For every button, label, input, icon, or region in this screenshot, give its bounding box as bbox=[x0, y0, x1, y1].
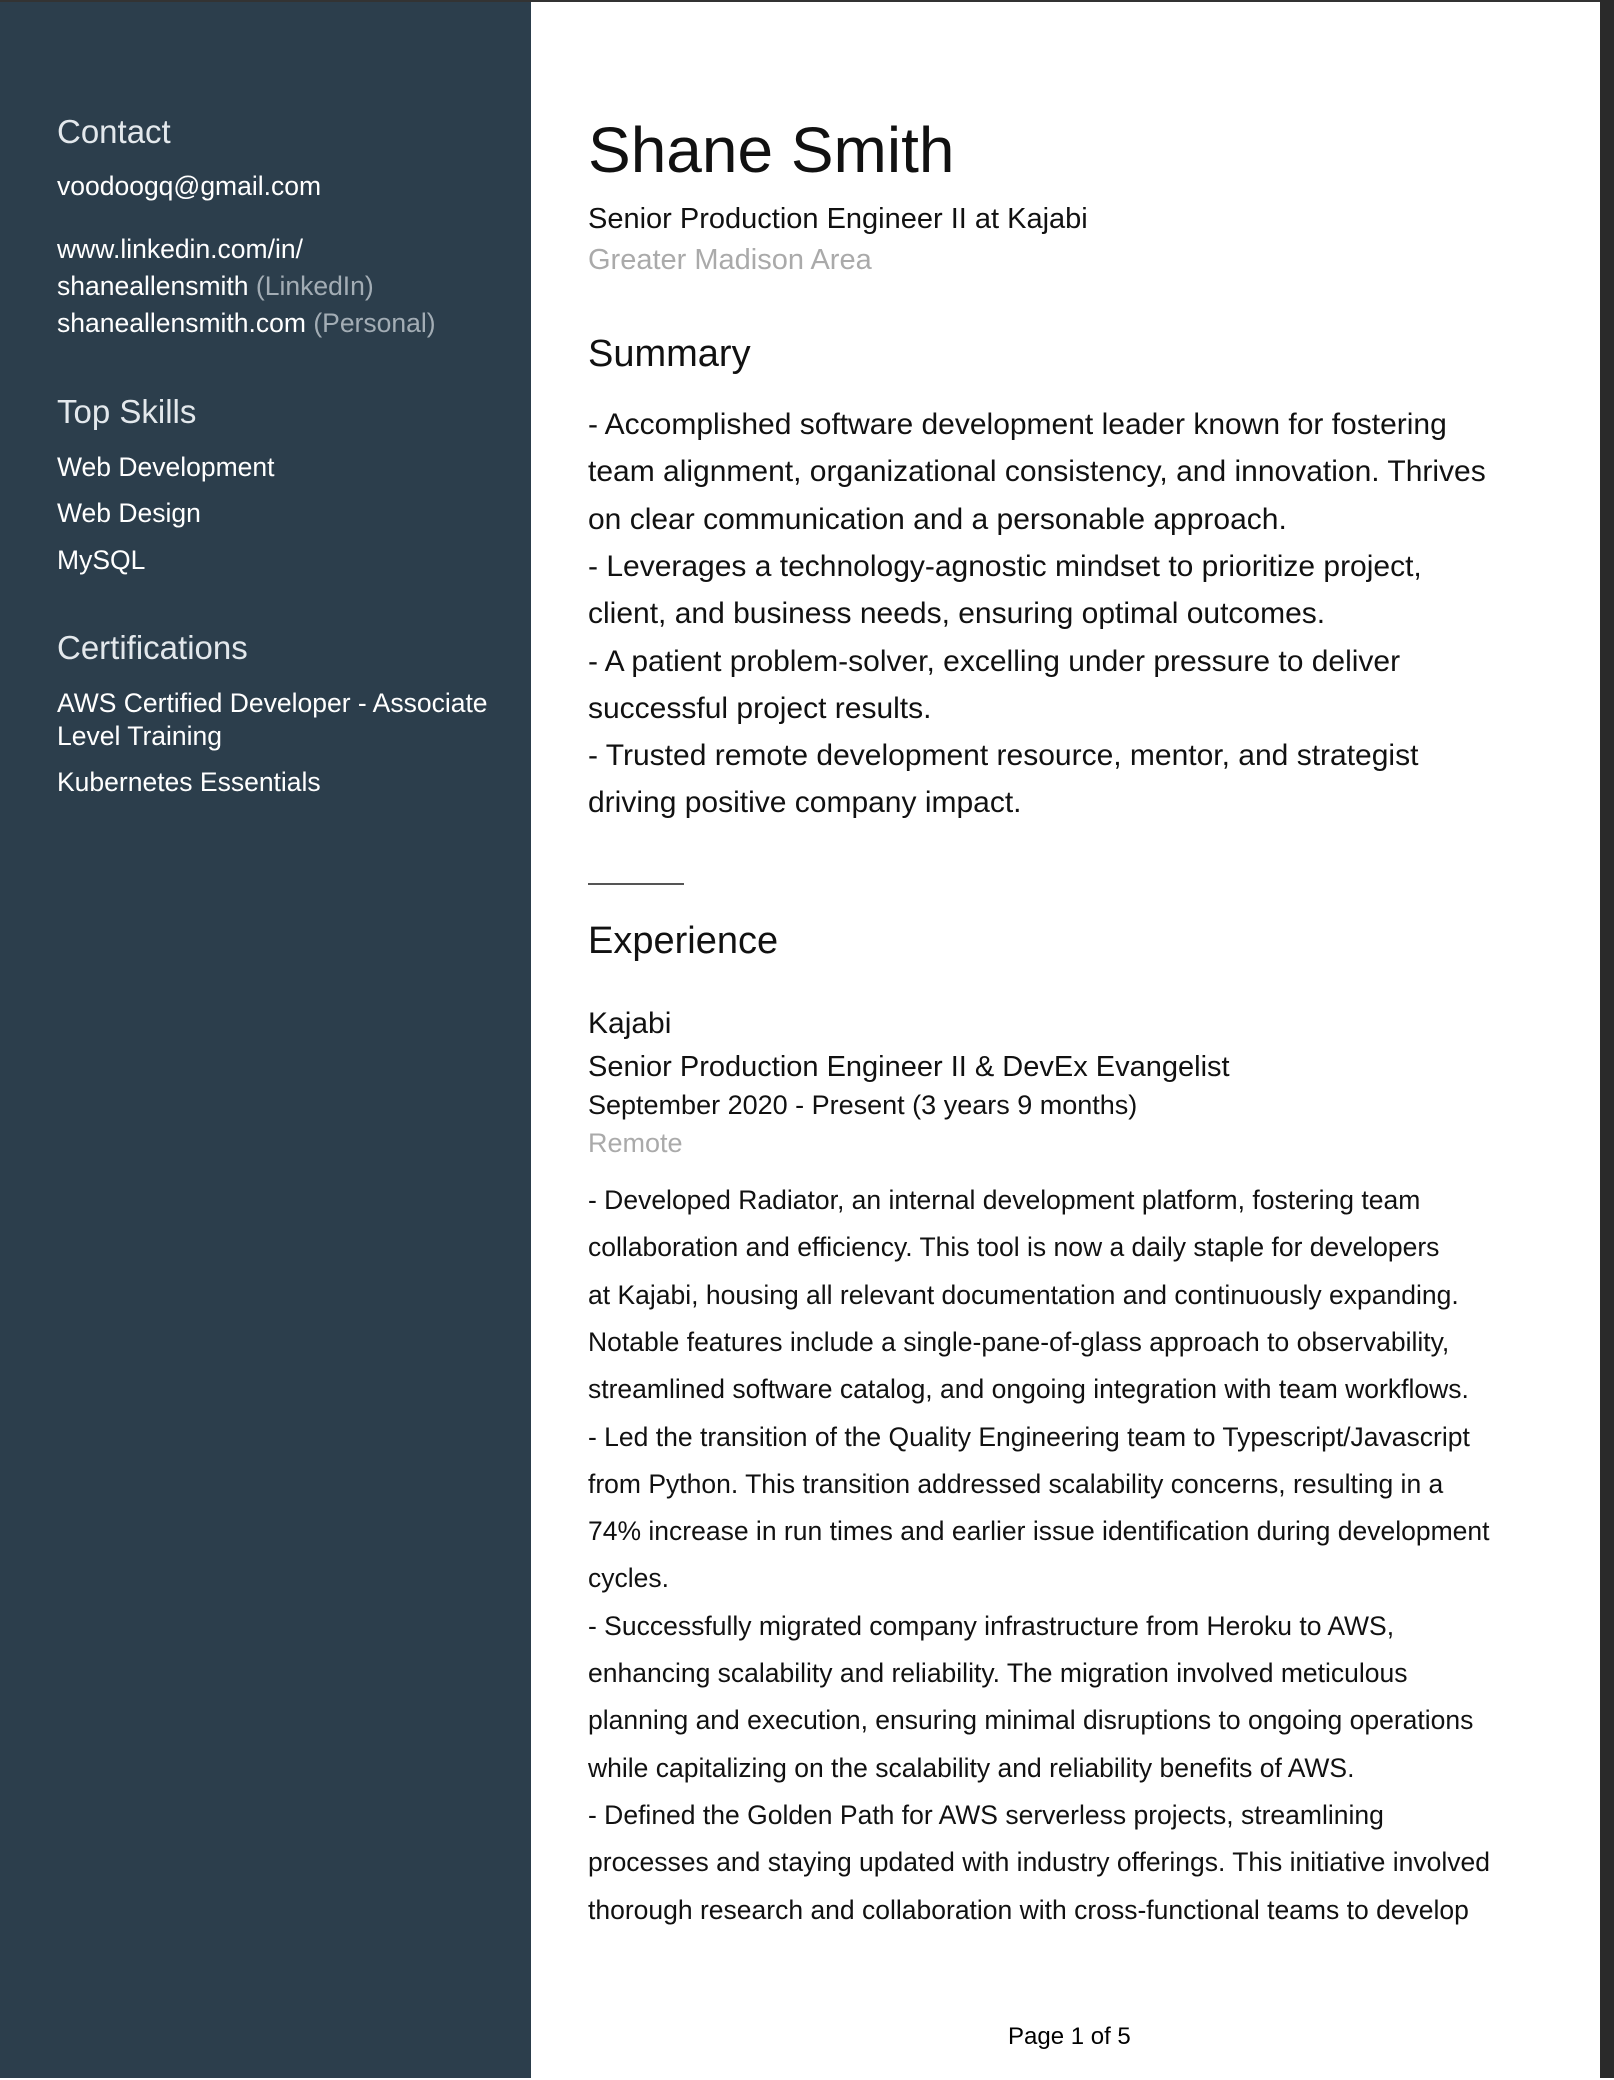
section-divider bbox=[588, 883, 684, 885]
website-url[interactable]: shaneallensmith.com bbox=[57, 308, 306, 338]
job-description-line: streamlined software catalog, and ongoing integration with team workflows. bbox=[588, 1374, 1469, 1405]
skill-item: Web Design bbox=[57, 498, 201, 528]
summary-line: on clear communication and a personable approach. bbox=[588, 502, 1287, 536]
certification-item: AWS Certified Developer - Associate bbox=[57, 688, 488, 718]
website-label: (Personal) bbox=[313, 308, 436, 338]
experience-heading: Experience bbox=[588, 920, 779, 962]
job-description-line: enhancing scalability and reliability. The migration involved meticulous bbox=[588, 1658, 1408, 1688]
linkedin-url-line2[interactable] bbox=[57, 268, 374, 304]
sidebar bbox=[0, 2, 531, 2078]
job-description-line: thorough research and collaboration with cross-functional teams to develop bbox=[588, 1894, 1469, 1925]
linkedin-url-line1[interactable]: www.linkedin.com/in/ bbox=[57, 234, 303, 264]
job-description-line: at Kajabi, housing all relevant documentation and continuously expanding. bbox=[588, 1279, 1459, 1310]
page-edge bbox=[1600, 0, 1614, 2078]
summary-line: - Trusted remote development resource, mentor, and strategist bbox=[588, 739, 1419, 773]
job-description-line: processes and staying updated with industry offerings. This initiative involved bbox=[588, 1847, 1490, 1878]
location: Greater Madison Area bbox=[588, 244, 872, 276]
contact-email[interactable]: voodoogq@gmail.com bbox=[57, 171, 322, 201]
certification-item: Kubernetes Essentials bbox=[57, 767, 321, 797]
job-description-line: collaboration and efficiency. This tool is now a daily staple for developers bbox=[588, 1232, 1440, 1263]
summary-line: client, and business needs, ensuring optimal outcomes. bbox=[588, 597, 1326, 631]
linkedin-label: (LinkedIn) bbox=[255, 271, 374, 301]
page-number: Page 1 of 5 bbox=[1008, 2023, 1131, 2050]
job-title: Senior Production Engineer II & DevEx Evangelist bbox=[588, 1051, 1230, 1083]
job-description-line: - Successfully migrated company infrastructure from Heroku to AWS, bbox=[588, 1610, 1395, 1641]
linkedin-handle[interactable]: shaneallensmith bbox=[57, 271, 249, 301]
job-description-line: from Python. This transition addressed scalability concerns, resulting in a bbox=[588, 1468, 1444, 1499]
summary-line: driving positive company impact. bbox=[588, 786, 1022, 820]
certifications-heading: Certifications bbox=[57, 629, 248, 666]
job-description-line: while capitalizing on the scalability and reliability benefits of AWS. bbox=[588, 1752, 1355, 1783]
job-company: Kajabi bbox=[588, 1007, 672, 1040]
candidate-name: Shane Smith bbox=[588, 114, 955, 186]
summary-line: - A patient problem-solver, excelling under pressure to deliver bbox=[588, 644, 1401, 678]
certification-item: Level Training bbox=[57, 721, 222, 751]
job-description-line: planning and execution, ensuring minimal disruptions to ongoing operations bbox=[588, 1705, 1474, 1736]
summary-line: successful project results. bbox=[588, 691, 932, 725]
job-location: Remote bbox=[588, 1128, 683, 1158]
website-link[interactable] bbox=[57, 305, 436, 341]
skills-heading: Top Skills bbox=[57, 393, 197, 430]
job-description-line: - Defined the Golden Path for AWS serverless projects, streamlining bbox=[588, 1799, 1384, 1830]
summary-heading: Summary bbox=[588, 333, 751, 375]
job-description-line: cycles. bbox=[588, 1563, 669, 1594]
job-dates: September 2020 - Present (3 years 9 months) bbox=[588, 1090, 1138, 1120]
summary-line: team alignment, organizational consistency, and innovation. Thrives bbox=[588, 455, 1486, 489]
job-description-line: 74% increase in run times and earlier issue identification during development bbox=[588, 1516, 1490, 1547]
contact-heading: Contact bbox=[57, 113, 171, 150]
job-description-line: - Developed Radiator, an internal development platform, fostering team bbox=[588, 1185, 1421, 1215]
job-description-line: - Led the transition of the Quality Engineering team to Typescript/Javascript bbox=[588, 1421, 1470, 1452]
skill-item: Web Development bbox=[57, 452, 275, 482]
summary-line: - Accomplished software development leader known for fostering bbox=[588, 408, 1447, 441]
skill-item: MySQL bbox=[57, 545, 146, 575]
job-description-line: Notable features include a single-pane-of-glass approach to observability, bbox=[588, 1326, 1450, 1357]
summary-line: - Leverages a technology-agnostic mindset to prioritize project, bbox=[588, 549, 1422, 583]
headline: Senior Production Engineer II at Kajabi bbox=[588, 203, 1088, 235]
